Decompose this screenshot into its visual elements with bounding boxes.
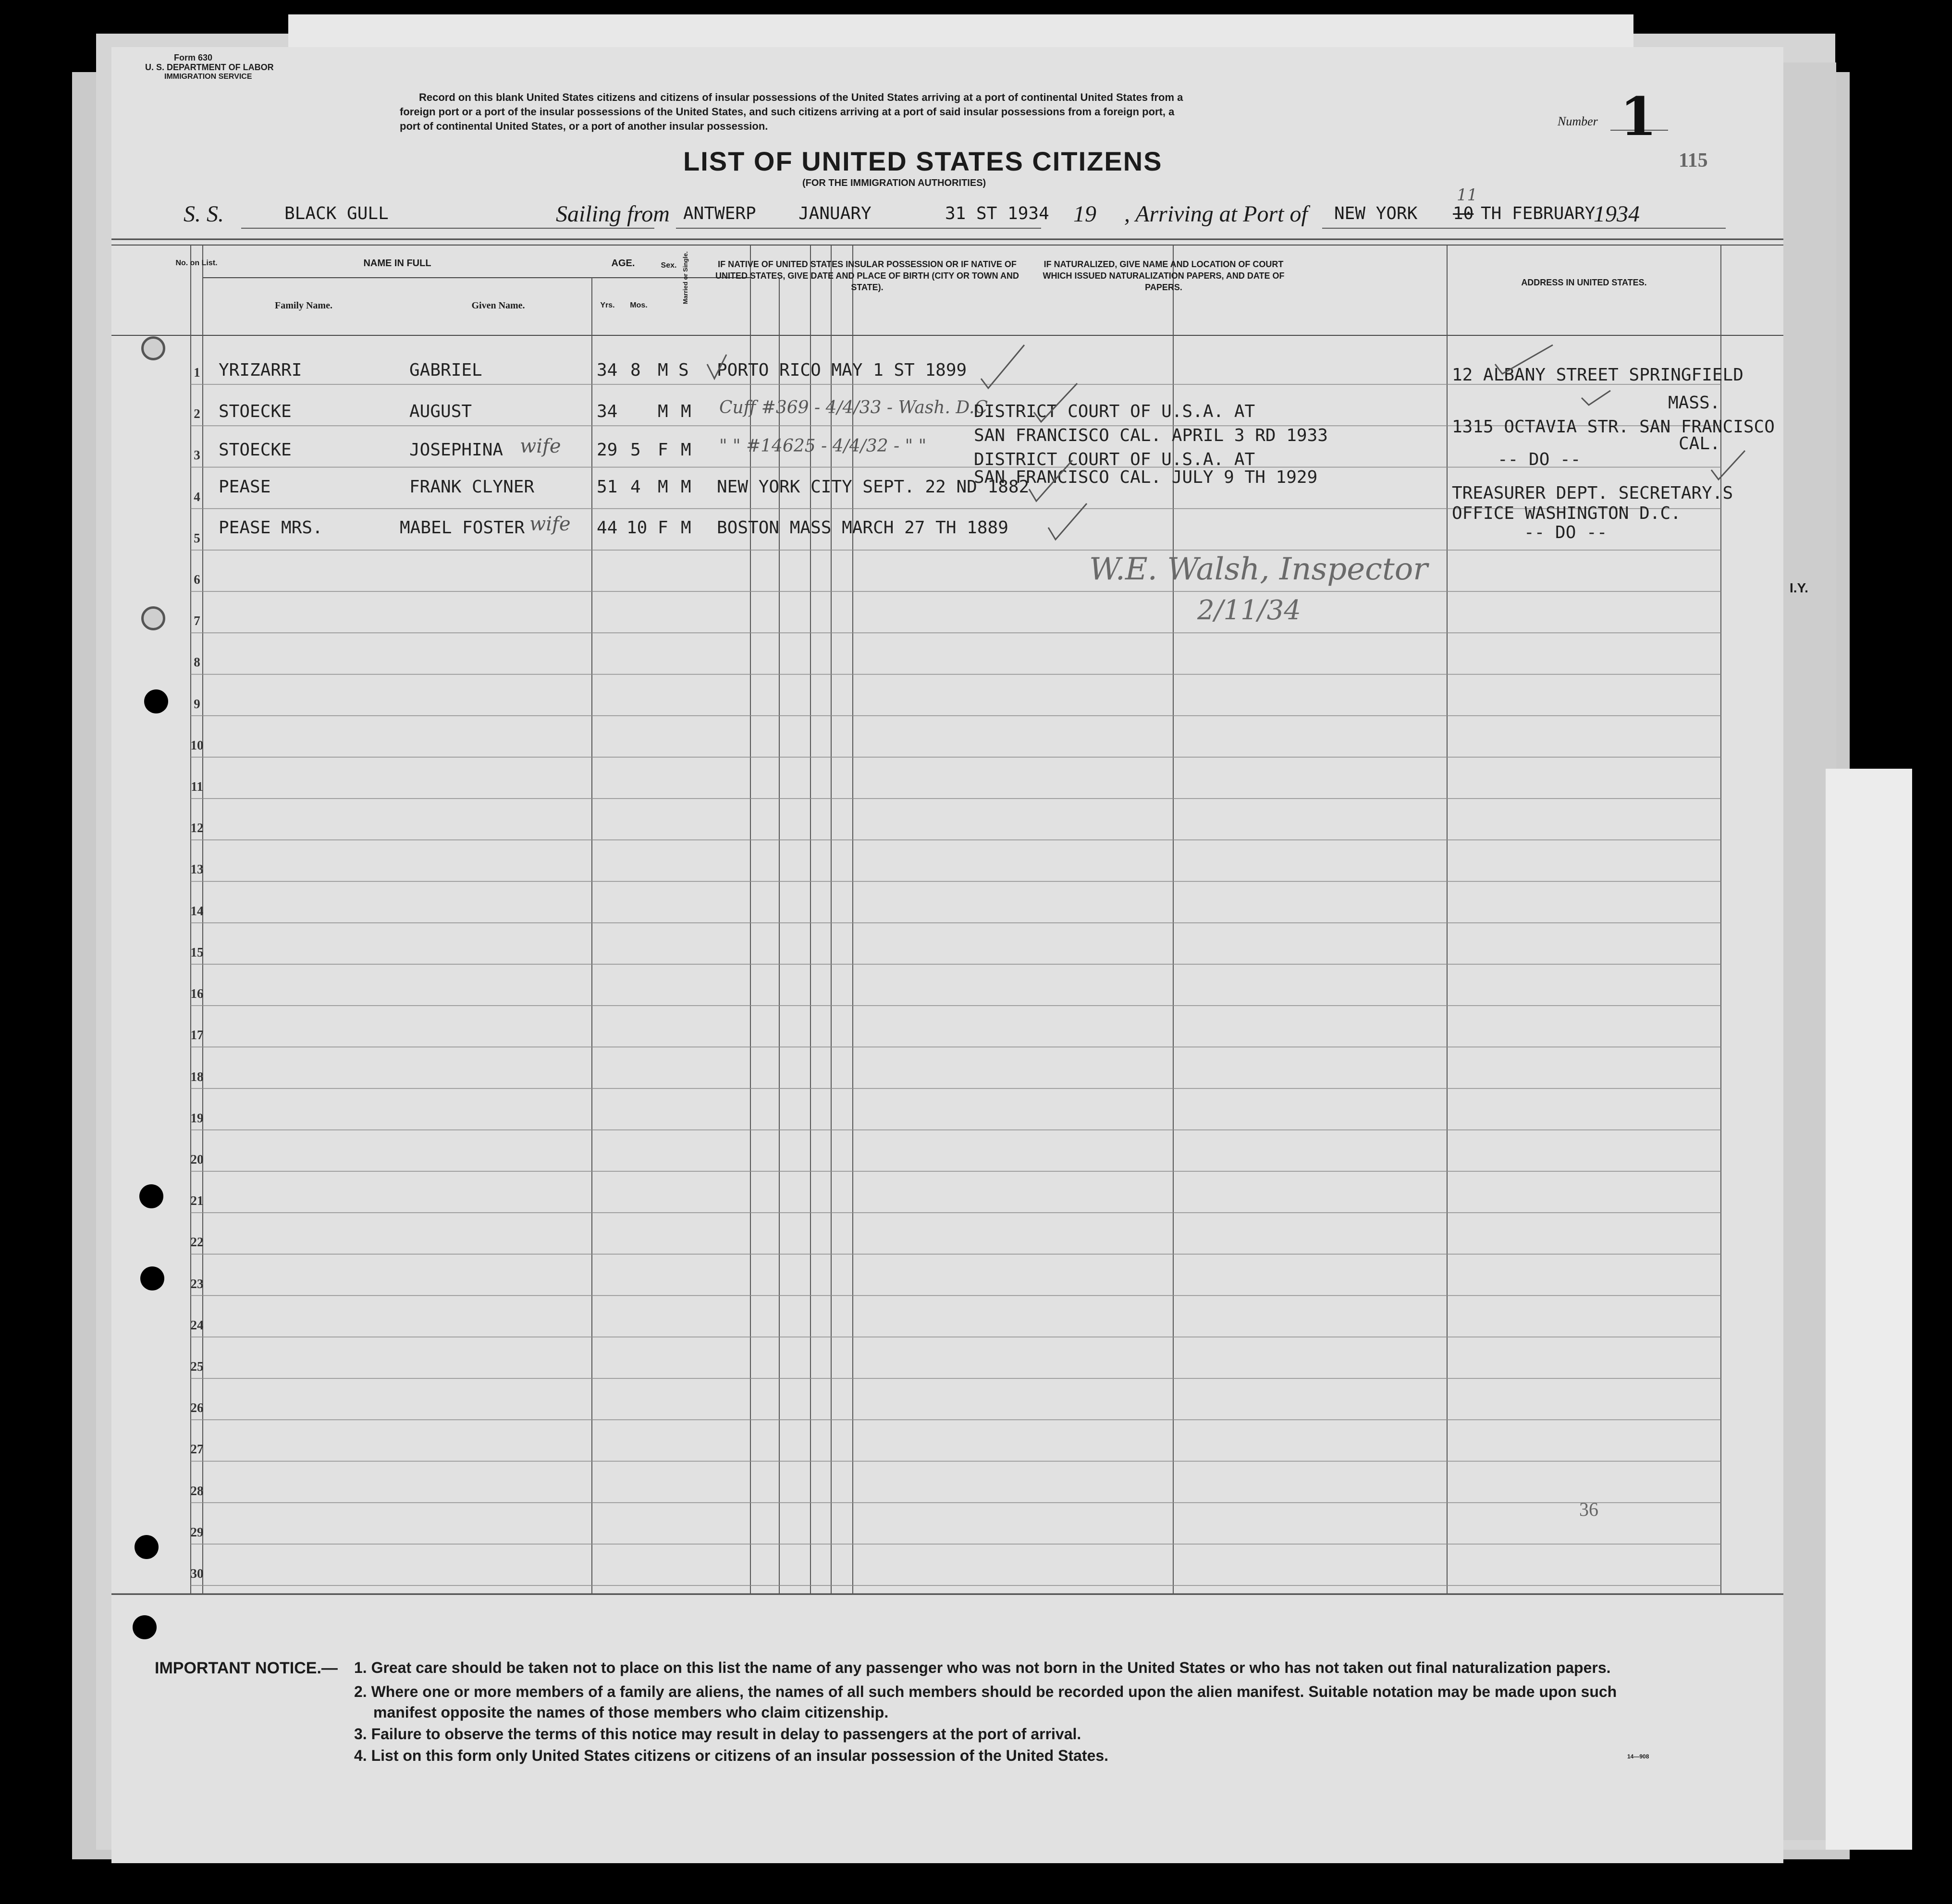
row-number: 1 xyxy=(194,365,200,380)
instructions-line1: Record on this blank United States citizens and citizens of insular possessions of the United States arriving at a port of continental United States from a xyxy=(419,91,1183,103)
row-1-sex: M xyxy=(658,360,668,380)
lower-right-flap xyxy=(1826,769,1912,1850)
from-day-year: 31 ST 1934 xyxy=(945,204,1049,223)
row-number: 3 xyxy=(194,448,200,463)
form-number: Form 630 xyxy=(174,53,213,62)
row-3-yrs: 29 xyxy=(597,440,618,460)
department-name: U. S. DEPARTMENT OF LABOR xyxy=(145,62,274,72)
row-4-birth: NEW YORK CITY SEPT. 22 ND 1882 xyxy=(717,477,1030,497)
service-name: IMMIGRATION SERVICE xyxy=(164,73,252,81)
row-number: 15 xyxy=(190,945,204,959)
row-3-mos: 5 xyxy=(630,440,641,460)
row-number: 13 xyxy=(190,862,204,877)
row-1-birth: PORTO RICO MAY 1 ST 1899 xyxy=(717,360,967,380)
row-5-birth: BOSTON MASS MARCH 27 TH 1889 xyxy=(717,518,1008,538)
row-4-given: FRANK CLYNER xyxy=(409,477,535,497)
row-5-family: PEASE MRS. xyxy=(219,518,323,538)
punch-hole-4 xyxy=(139,1184,163,1208)
row-3-birth: " " #14625 - 4/4/32 - " " xyxy=(719,436,927,456)
row-4-mos: 4 xyxy=(630,477,641,497)
ship-name: BLACK GULL xyxy=(284,204,389,223)
row-number: 28 xyxy=(190,1483,204,1498)
row-number: 7 xyxy=(194,614,200,628)
col-age: AGE. xyxy=(611,258,635,269)
row-2-family: STOECKE xyxy=(219,402,292,421)
col-mos: Mos. xyxy=(630,301,648,309)
col-no-on-list: No. on List. xyxy=(175,259,218,267)
row-number: 30 xyxy=(190,1566,204,1581)
row-number: 25 xyxy=(190,1359,204,1374)
row-number: 23 xyxy=(190,1276,204,1291)
row-1-family: YRIZARRI xyxy=(219,360,302,380)
row-number: 4 xyxy=(194,489,200,504)
row-number: 26 xyxy=(190,1400,204,1415)
row-number: 9 xyxy=(194,696,200,711)
arrival-year: 1934 xyxy=(1594,201,1640,227)
col-given-name: Given Name. xyxy=(471,300,525,311)
row-number: 12 xyxy=(190,821,204,835)
punch-hole-7 xyxy=(133,1615,157,1639)
row-number: 21 xyxy=(190,1193,204,1208)
row-number: 22 xyxy=(190,1235,204,1250)
punch-hole-3 xyxy=(144,689,168,713)
row-3-given: JOSEPHINA xyxy=(409,440,503,460)
row-3-address: 1315 OCTAVIA STR. SAN FRANCISCO xyxy=(1452,417,1775,437)
row-number: 8 xyxy=(194,655,200,670)
row-number: 18 xyxy=(190,1069,204,1084)
number-label: Number xyxy=(1558,114,1598,128)
row-number: 11 xyxy=(191,779,203,794)
row-2-given: AUGUST xyxy=(409,402,472,421)
arrival-port: NEW YORK xyxy=(1334,204,1418,223)
col-family-name: Family Name. xyxy=(275,300,332,311)
row-number: 6 xyxy=(194,572,200,587)
col-name-in-full: NAME IN FULL xyxy=(363,258,431,269)
row-1-given: GABRIEL xyxy=(409,360,482,380)
row-number: 16 xyxy=(190,986,204,1001)
row-number: 10 xyxy=(190,737,204,752)
row-number: 5 xyxy=(194,530,200,545)
arriving-label: , Arriving at Port of xyxy=(1124,201,1308,227)
row-number: 17 xyxy=(190,1028,204,1043)
row-5-naturalization: SAN FRANCISCO CAL. JULY 9 TH 1929 xyxy=(974,467,1318,487)
punch-hole-5 xyxy=(140,1266,164,1290)
address-extra-2: OFFICE WASHINGTON D.C. xyxy=(1452,504,1681,523)
row-5-given: MABEL FOSTER xyxy=(400,518,525,538)
row-5-marital: M xyxy=(681,518,691,538)
row-5-yrs: 44 xyxy=(597,518,618,538)
inspector-date: 2/11/34 xyxy=(1197,595,1301,626)
inspector-signature: W.E. Walsh, Inspector xyxy=(1089,552,1428,587)
punch-hole-6 xyxy=(135,1535,159,1559)
right-edge-text: I.Y. xyxy=(1790,580,1808,595)
row-3-sex: F xyxy=(658,440,668,460)
row-4-naturalization: DISTRICT COURT OF U.S.A. AT xyxy=(974,450,1255,469)
instructions-line2: foreign port or a port of the insular possessions of the United States, and such citizens arriving at a port of said insular possessions from a foreign port, a xyxy=(400,106,1175,118)
page-number: 115 xyxy=(1679,149,1708,172)
notice-item-4: 4. List on this form only United States citizens or citizens of an insular possession of the United States. xyxy=(354,1747,1109,1764)
row-4-yrs: 51 xyxy=(597,477,618,497)
manifest-page xyxy=(111,47,1783,1863)
col-yrs: Yrs. xyxy=(600,301,615,309)
row-5-address: -- DO -- xyxy=(1498,450,1581,469)
row-5-sex: F xyxy=(658,518,668,538)
row-2-marital: M xyxy=(681,402,691,421)
punch-hole-1 xyxy=(141,336,165,360)
ss-label: S. S. xyxy=(184,201,224,227)
row-1-marital: S xyxy=(678,360,689,380)
row-number: 19 xyxy=(190,1110,204,1125)
col-address: ADDRESS IN UNITED STATES. xyxy=(1521,278,1647,287)
punch-hole-2 xyxy=(141,606,165,630)
row-2-naturalization: DISTRICT COURT OF U.S.A. AT xyxy=(974,402,1255,421)
notice-item-2-cont: manifest opposite the names of those members who claim citizenship. xyxy=(373,1704,889,1721)
instructions-line3: port of continental United States, or a port of another insular possession. xyxy=(400,120,768,132)
notice-item-3: 3. Failure to observe the terms of this notice may result in delay to passengers at the port of arrival. xyxy=(354,1725,1081,1743)
row-3-family: STOECKE xyxy=(219,440,292,460)
row-3-marital: M xyxy=(681,440,691,460)
sheet-number: 36 xyxy=(1579,1499,1598,1520)
arrival-day-struck: 10 xyxy=(1453,204,1474,223)
row-number: 24 xyxy=(190,1317,204,1332)
col-sex: Sex. xyxy=(661,261,677,270)
row-number: 14 xyxy=(190,903,204,918)
notice-item-2: 2. Where one or more members of a family are aliens, the names of all such members should be recorded upon the alien manifest. Suitable notation may be made upon such xyxy=(354,1683,1617,1700)
row-1-address: 12 ALBANY STREET SPRINGFIELD xyxy=(1452,365,1743,385)
row-5-given-note: wife xyxy=(529,513,571,535)
check-marks xyxy=(111,47,1783,624)
row-number: 29 xyxy=(190,1524,204,1539)
row-4-marital: M xyxy=(681,477,691,497)
col-naturalized: IF NATURALIZED, GIVE NAME AND LOCATION OF COURT WHICH ISSUED NATURALIZATION PAPERS, AND DATE OF PAPERS. xyxy=(1043,259,1285,292)
row-3-given-note: wife xyxy=(520,435,561,457)
row-2-birth: Cuff #369 - 4/4/33 - Wash. D.C. xyxy=(719,398,993,418)
sailing-label: Sailing from xyxy=(556,201,670,227)
from-month: JANUARY xyxy=(798,204,872,223)
row-2-sex: M xyxy=(658,402,668,421)
row-5-mos: 10 xyxy=(626,518,648,538)
col-native-insular: IF NATIVE OF UNITED STATES INSULAR POSSESSION OR IF NATIVE OF UNITED STATES, GIVE DATE AND PLACE OF BIRTH (CITY OR TOWN AND STATE). xyxy=(715,259,1019,292)
col-married-single: Married or Single. xyxy=(682,251,689,304)
print-code: 14—908 xyxy=(1627,1753,1649,1760)
row-2-address: MASS. xyxy=(1668,393,1720,413)
arrival-date: TH FEBRUARY xyxy=(1481,204,1596,223)
address-extra-1: TREASURER DEPT. SECRETARY.S xyxy=(1452,483,1733,503)
row-number: 27 xyxy=(190,1442,204,1457)
notice-heading: IMPORTANT NOTICE.— xyxy=(155,1659,338,1677)
row-2-yrs: 34 xyxy=(597,402,618,421)
row-4-sex: M xyxy=(658,477,668,497)
row-number: 20 xyxy=(190,1152,204,1167)
notice-item-1: 1. Great care should be taken not to place on this list the name of any passenger who was not born in the United States or who has not taken out final naturalization papers. xyxy=(354,1659,1611,1676)
arrival-day-correction: 11 xyxy=(1457,185,1478,205)
year-prefix: 19 xyxy=(1073,201,1096,227)
row-1-mos: 8 xyxy=(630,360,641,380)
page-title: LIST OF UNITED STATES CITIZENS xyxy=(683,146,1163,176)
row-4-address: CAL. xyxy=(1679,434,1720,454)
row-1-yrs: 34 xyxy=(597,360,618,380)
number-value: 1 xyxy=(1620,86,1657,147)
address-extra-3: -- DO -- xyxy=(1524,523,1608,542)
row-3-naturalization: SAN FRANCISCO CAL. APRIL 3 RD 1933 xyxy=(974,426,1328,445)
from-port: ANTWERP xyxy=(683,204,756,223)
row-number: 2 xyxy=(194,406,200,421)
row-4-family: PEASE xyxy=(219,477,271,497)
page-subtitle: (FOR THE IMMIGRATION AUTHORITIES) xyxy=(802,178,986,188)
